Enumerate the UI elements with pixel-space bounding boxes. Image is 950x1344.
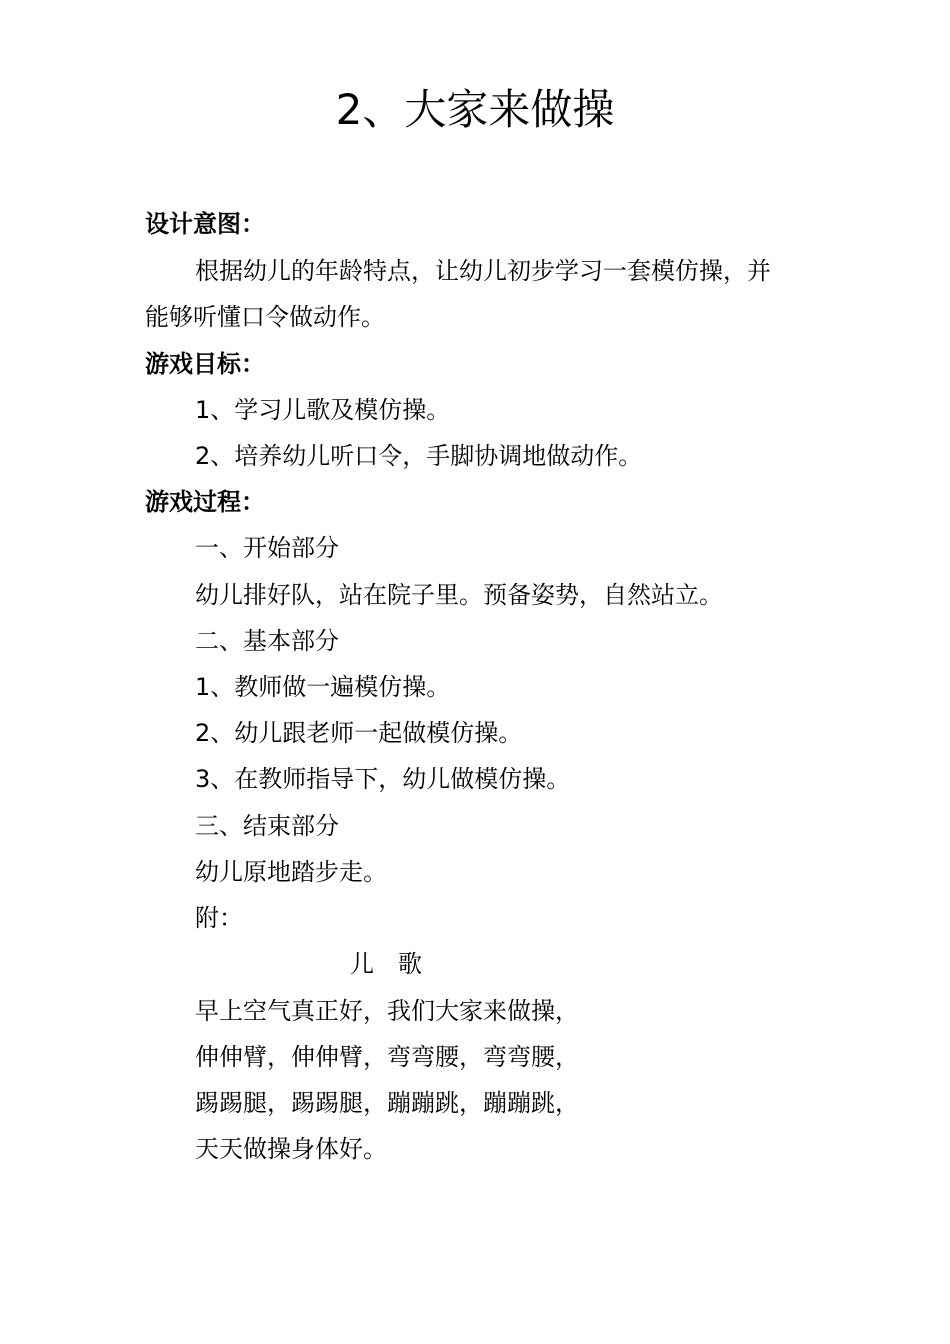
appendix-label: 附：: [195, 904, 243, 932]
song-line-3: 踢踢腿，踢踢腿，蹦蹦跳，蹦蹦跳，: [195, 1089, 579, 1117]
design-intent-text-line-2: 能够听懂口令做动作。: [145, 303, 385, 331]
process-part2-title: 二、基本部分: [195, 627, 339, 655]
design-intent-heading: 设计意图：: [145, 210, 265, 238]
process-step-3: 3、在教师指导下，幼儿做模仿操。: [195, 765, 571, 793]
process-step-2: 2、幼儿跟老师一起做模仿操。: [195, 719, 523, 747]
process-part3-title: 三、结束部分: [195, 812, 339, 840]
process-part1-text: 幼儿排好队，站在院子里。预备姿势，自然站立。: [195, 581, 723, 609]
song-line-1: 早上空气真正好，我们大家来做操，: [195, 997, 579, 1025]
song-title: 儿 歌: [350, 950, 422, 978]
song-line-2: 伸伸臂，伸伸臂，弯弯腰，弯弯腰，: [195, 1043, 579, 1071]
process-part1-title: 一、开始部分: [195, 534, 339, 562]
goal-item-2: 2、培养幼儿听口令，手脚协调地做动作。: [195, 442, 643, 470]
goal-item-1: 1、学习儿歌及模仿操。: [195, 396, 451, 424]
design-intent-text-line-1: 根据幼儿的年龄特点，让幼儿初步学习一套模仿操，并: [195, 257, 771, 285]
process-heading: 游戏过程：: [145, 488, 265, 516]
goals-heading: 游戏目标：: [145, 350, 265, 378]
song-line-4: 天天做操身体好。: [195, 1135, 387, 1163]
process-part3-text: 幼儿原地踏步走。: [195, 858, 387, 886]
process-step-1: 1、教师做一遍模仿操。: [195, 673, 451, 701]
page-title: 2、大家来做操: [335, 85, 615, 134]
